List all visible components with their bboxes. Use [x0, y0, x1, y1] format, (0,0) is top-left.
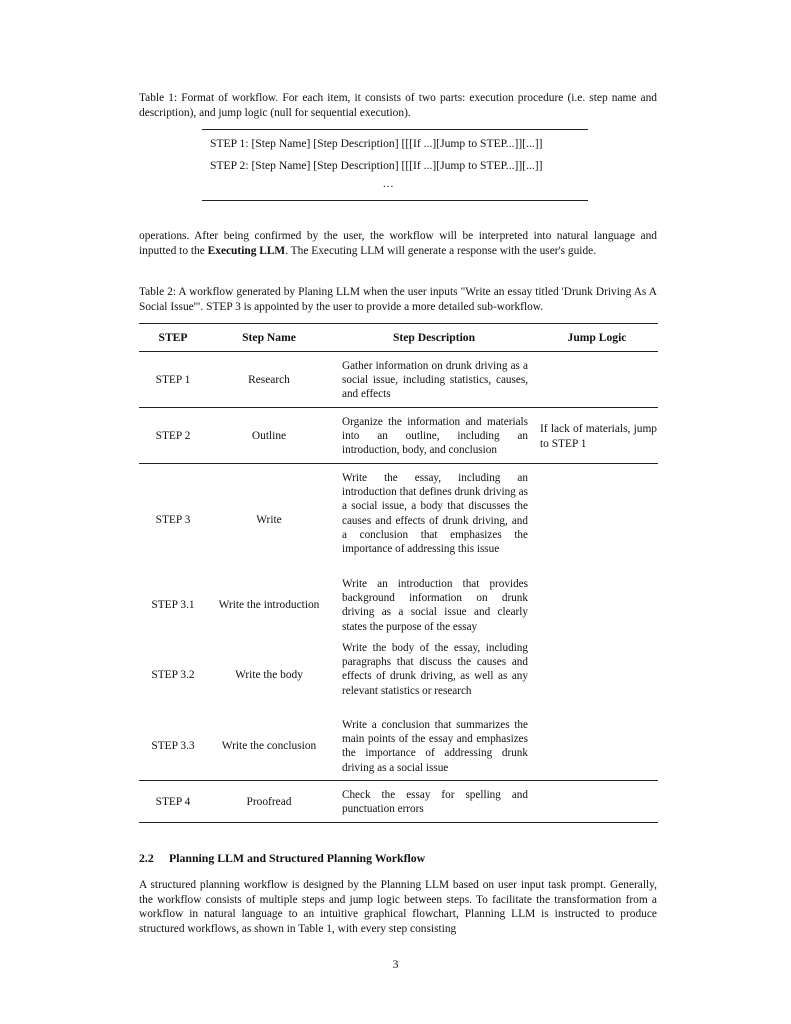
section-number: 2.2 [139, 851, 154, 865]
table2-header-name: Step Name [242, 331, 296, 344]
para1-bold: Executing LLM [207, 244, 286, 257]
table-row-description: Gather information on drunk driving as a social issue, including statistics, causes, and effects [342, 360, 528, 401]
table-row-step: STEP 3.1 [151, 599, 195, 611]
table-row-description: Write a conclusion that summarizes the main points of the essay and emphasizes the importance of addressing drunk driving as a social issue [342, 719, 528, 774]
table-row-name: Proofread [246, 796, 292, 808]
table2-bottom-rule [139, 822, 658, 823]
paragraph-executing-llm [139, 229, 657, 258]
table2-header-jump: Jump Logic [567, 331, 627, 344]
table1-caption: Table 1: Format of workflow. For each item, it consists of two parts: execution procedure (i.e. step name and description), and jump logic (null for sequential execution). [139, 92, 657, 119]
table-row-step: STEP 3.2 [151, 669, 195, 681]
table-row-name: Write [256, 514, 282, 526]
table-row-step: STEP 2 [155, 430, 191, 442]
table-row-name: Outline [251, 430, 287, 442]
table2-row-rule-3 [139, 780, 658, 781]
table2-header-step: STEP [158, 331, 188, 344]
table-row-step: STEP 3 [155, 514, 191, 526]
table-row-jump-logic: If lack of materials, jump to STEP 1 [540, 423, 657, 450]
table1-top-rule [202, 129, 588, 130]
table2-caption: Table 2: A workflow generated by Planing LLM when the user inputs "Write an essay titled 'Drunk Driving As A Social Issue'". STEP 3 is appointed by the user to provide a more detailed sub-workflow. [139, 286, 657, 313]
table-row-name: Write the conclusion [221, 740, 317, 752]
table-row-description: Write an introduction that provides background information on drunk driving as a social issue and clearly states the purpose of the essay [342, 578, 528, 633]
table1-line-2: STEP 2: [Step Name] [Step Description] [[[If ...][Jump to STEP...]][...]] [210, 159, 543, 172]
table2-header-rule [139, 351, 658, 352]
table-row-step: STEP 3.3 [151, 740, 195, 752]
table2-header-description: Step Description [392, 331, 476, 344]
table2-row-rule-2 [139, 463, 658, 464]
table1-ellipsis: ... [383, 178, 395, 190]
table-row-step: STEP 1 [155, 374, 191, 386]
table-row-name: Write the body [235, 669, 303, 681]
table1-bottom-rule [202, 200, 588, 201]
table2-top-rule [139, 323, 658, 324]
table-row-name: Research [248, 374, 290, 386]
table-row-description: Check the essay for spelling and punctuation errors [342, 789, 528, 816]
section-heading [139, 851, 425, 866]
table-row-step: STEP 4 [155, 796, 191, 808]
table-row-name: Write the introduction [218, 599, 320, 611]
para1-before: operations. After being confirmed by the user, the workflow will be interpreted into natural language and inputted to the [139, 230, 657, 257]
table-row-description: Write the body of the essay, including paragraphs that discuss the causes and effects of drunk driving, as well as any relevant statistics or research [342, 642, 528, 697]
table2-row-rule-1 [139, 407, 658, 408]
page-number: 3 [392, 958, 399, 971]
table-row-description: Organize the information and materials into an outline, including an introduction, body, and conclusion [342, 416, 528, 457]
table-row-description: Write the essay, including an introduction that defines drunk driving as a social issue, a body that discusses the causes and effects of drunk driving, and a conclusion that emphasizes the importance of addressing this issue [342, 472, 528, 556]
para1-after: . The Executing LLM will generate a response with the user's guide. [285, 244, 597, 257]
section-title: Planning LLM and Structured Planning Workflow [169, 851, 426, 865]
table1-line-1: STEP 1: [Step Name] [Step Description] [[[If ...][Jump to STEP...]][...]] [210, 137, 543, 150]
section-body: A structured planning workflow is designed by the Planning LLM based on user input task prompt. Generally, the workflow consists of multiple steps and jump logic between steps. To facilitate the transformation from a workflow in natural language to an intuitive graphical flowchart, Planning LLM is instructed to produce structured workflows, as shown in Table 1, with every step consisting [139, 879, 657, 935]
